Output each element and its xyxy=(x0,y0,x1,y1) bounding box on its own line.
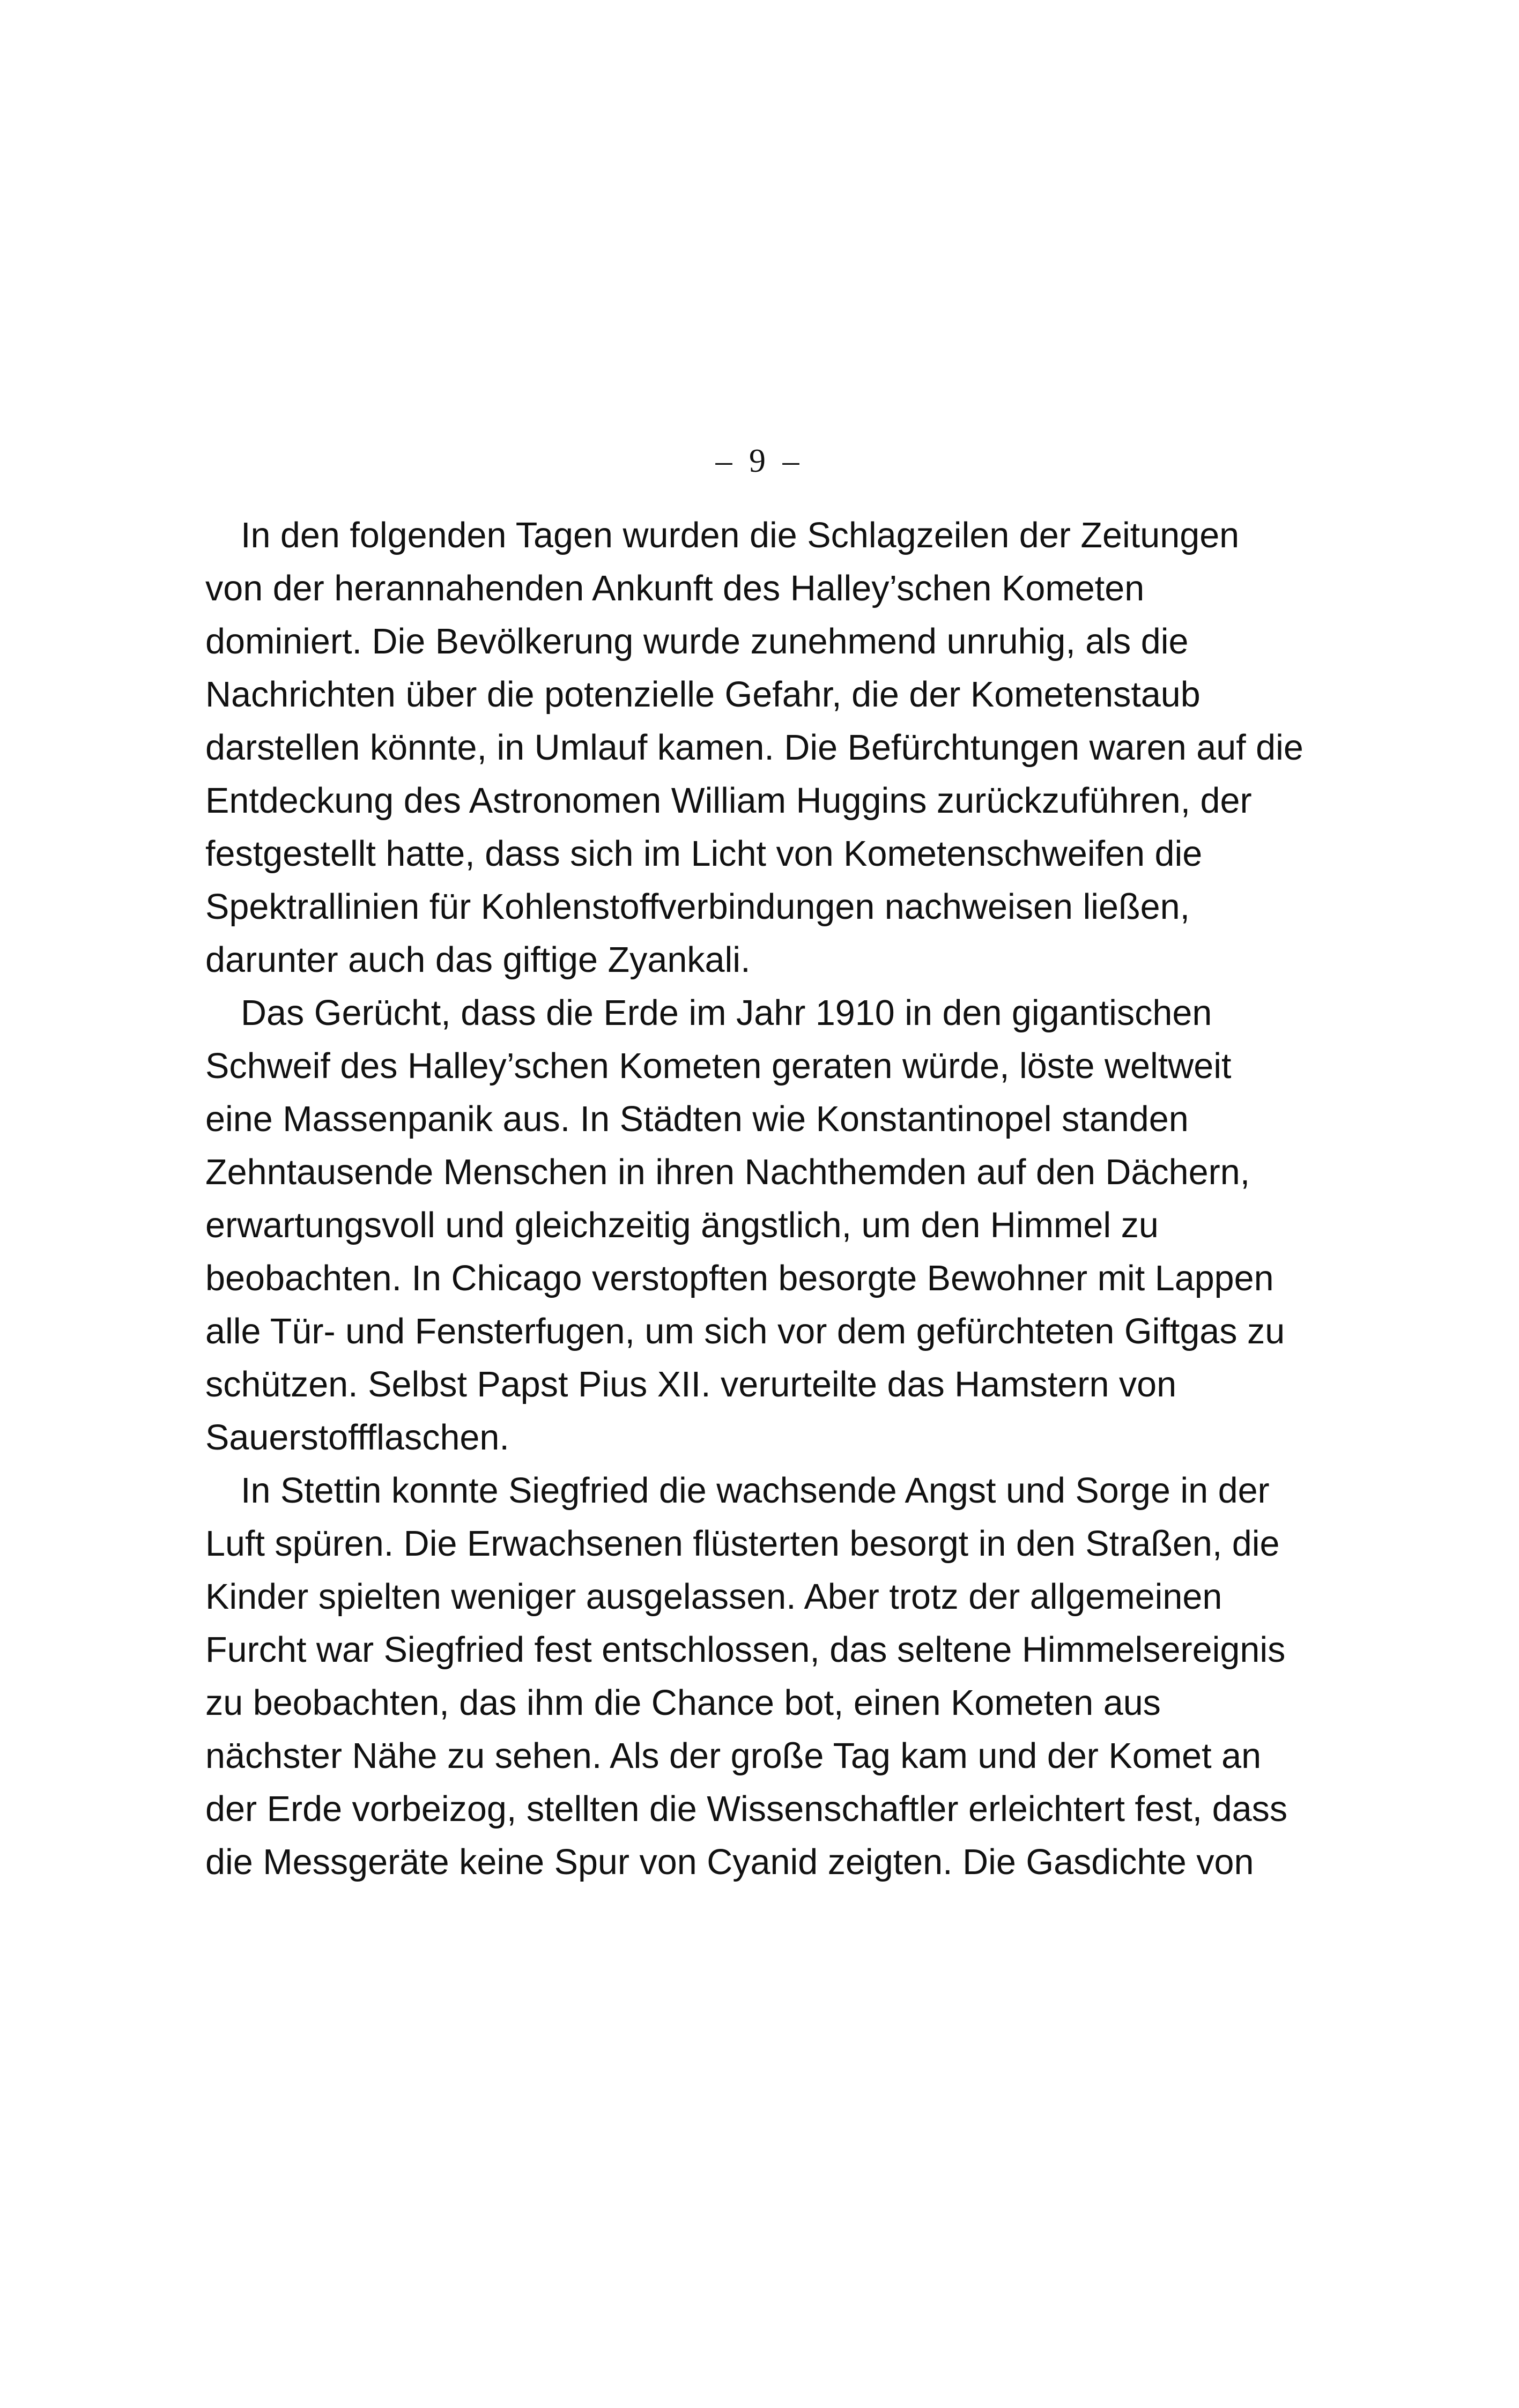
text-line: nächster Nähe zu sehen. Als der große Tag kam und der Komet an xyxy=(205,1736,1262,1776)
text-line: erwartungsvoll und gleichzeitig ängstlich, um den Himmel zu xyxy=(205,1206,1159,1245)
text-line: Entdeckung des Astronomen William Huggins zurückzuführen, der xyxy=(205,781,1252,821)
text-line: Kinder spielten weniger ausgelassen. Aber trotz der allgemeinen xyxy=(205,1577,1222,1617)
text-line: Nachrichten über die potenzielle Gefahr, die der Kometenstaub xyxy=(205,675,1201,715)
text-line: In Stettin konnte Siegfried die wachsende Angst und Sorge in der xyxy=(241,1471,1270,1511)
text-line: Zehntausende Menschen in ihren Nachthemden auf den Dächern, xyxy=(205,1153,1250,1192)
text-line: beobachten. In Chicago verstopften besorgte Bewohner mit Lappen xyxy=(205,1259,1274,1298)
page-number: – 9 – xyxy=(715,443,804,479)
text-line: eine Massenpanik aus. In Städten wie Konstantinopel standen xyxy=(205,1099,1189,1139)
text-line: alle Tür- und Fensterfugen, um sich vor dem gefürchteten Giftgas zu xyxy=(205,1312,1285,1351)
body-text xyxy=(205,509,1321,1889)
text-line: Schweif des Halley’schen Kometen geraten würde, löste weltweit xyxy=(205,1046,1232,1086)
text-line: Sauerstoffflaschen. xyxy=(205,1418,509,1458)
text-line: In den folgenden Tagen wurden die Schlagzeilen der Zeitungen xyxy=(241,516,1240,555)
text-line: schützen. Selbst Papst Pius XII. verurteilte das Hamstern von xyxy=(205,1365,1177,1404)
text-line: darunter auch das giftige Zyankali. xyxy=(205,940,751,980)
text-line: die Messgeräte keine Spur von Cyanid zeigten. Die Gasdichte von xyxy=(205,1842,1254,1882)
text-line: darstellen könnte, in Umlauf kamen. Die Befürchtungen waren auf die xyxy=(205,728,1303,768)
text-line: Spektrallinien für Kohlenstoffverbindungen nachweisen ließen, xyxy=(205,887,1190,927)
text-line: der Erde vorbeizog, stellten die Wissenschaftler erleichtert fest, dass xyxy=(205,1789,1288,1829)
text-line: zu beobachten, das ihm die Chance bot, einen Kometen aus xyxy=(205,1683,1161,1723)
text-line: festgestellt hatte, dass sich im Licht von Kometenschweifen die xyxy=(205,834,1203,874)
text-line: Furcht war Siegfried fest entschlossen, das seltene Himmelsereignis xyxy=(205,1630,1286,1670)
text-line: dominiert. Die Bevölkerung wurde zunehmend unruhig, als die xyxy=(205,622,1189,662)
text-line: von der herannahenden Ankunft des Halley’schen Kometen xyxy=(205,569,1145,608)
text-line: Luft spüren. Die Erwachsenen flüsterten besorgt in den Straßen, die xyxy=(205,1524,1280,1564)
text-line: Das Gerücht, dass die Erde im Jahr 1910 in den gigantischen xyxy=(241,993,1212,1033)
